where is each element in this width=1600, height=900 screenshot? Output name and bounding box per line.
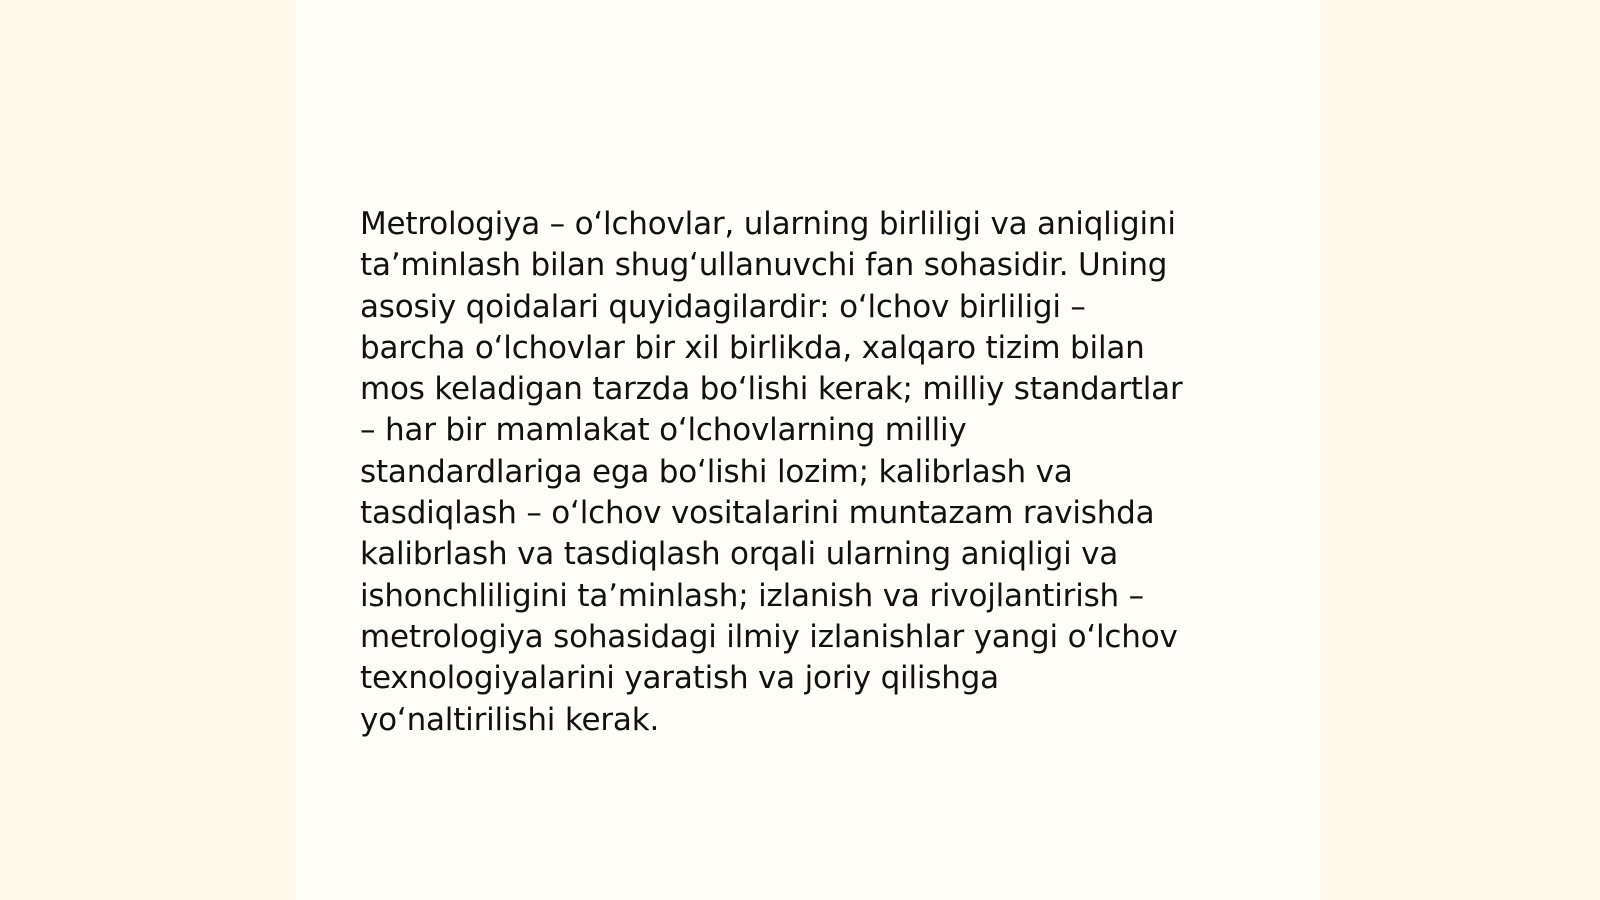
slide-body-text: Metrologiya – oʻlchovlar, ularning birliligi va aniqligini taʼminlash bilan shugʻullanuvchi fan sohasidir. Uning asosiy qoidalari quyidagilardir: oʻlchov birliligi – barcha oʻlchovlar bir xil birlikda, xalqaro tizim bilan mos keladigan tarzda boʻlishi kerak; milliy standartlar – har bir mamlakat oʻlchovlarning milliy standardlariga ega boʻlishi lozim; kalibrlash va tasdiqlash – oʻlchov vositalarini muntazam ravishda kalibrlash va tasdiqlash orqali ularning aniqligi va ishonchliligini taʼminlash; izlanish va rivojlantirish – metrologiya sohasidagi ilmiy izlanishlar yangi oʻlchov texnologiyalarini yaratish va joriy qilishga yoʻnaltirilishi kerak. — [360, 206, 1183, 738]
slide — [296, 0, 1320, 900]
